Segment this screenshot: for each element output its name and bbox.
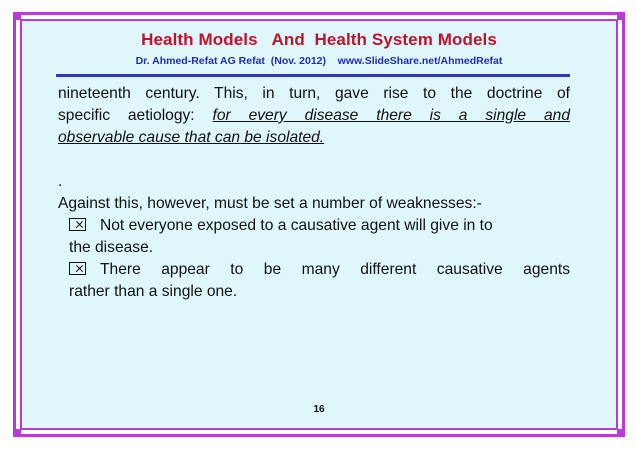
boxed-x-arrow-icon (69, 218, 86, 231)
corner-dot (617, 13, 624, 20)
boxed-x-arrow-icon (69, 262, 86, 275)
bullet-text: Not everyone exposed to a causative agent will give in to (100, 217, 493, 234)
bullet-item (58, 215, 570, 259)
slide-title: Health Models And Health System Models (141, 30, 497, 49)
bullet-text: the disease. (69, 239, 154, 256)
body-text-plain: specific aetiology: (58, 107, 213, 124)
corner-dot (14, 429, 21, 436)
bullet-item (58, 259, 570, 303)
corner-dot (617, 429, 624, 436)
corner-dot (14, 13, 21, 20)
body-line: nineteenth century. This, in turn, gave rise to the doctrine of (58, 85, 570, 102)
body-dot: . (58, 173, 63, 190)
spacer (58, 149, 570, 171)
weaknesses-intro: Against this, however, must be set a number of weaknesses:- (58, 195, 482, 212)
bullet-text: rather than a single one. (69, 283, 238, 300)
body-line (58, 105, 570, 127)
emphasis-text: for every disease there is a single and (212, 107, 570, 124)
header-rule (56, 74, 570, 77)
bullet-text: There appear to be many different causative agents (100, 261, 570, 278)
page-number: 16 (313, 404, 325, 415)
emphasis-text: observable cause that can be isolated. (58, 129, 325, 146)
slide-subtitle: Dr. Ahmed-Refat AG Refat (Nov. 2012) www.SlideShare.net/AhmedRefat (135, 55, 503, 67)
slide-body (58, 83, 570, 303)
